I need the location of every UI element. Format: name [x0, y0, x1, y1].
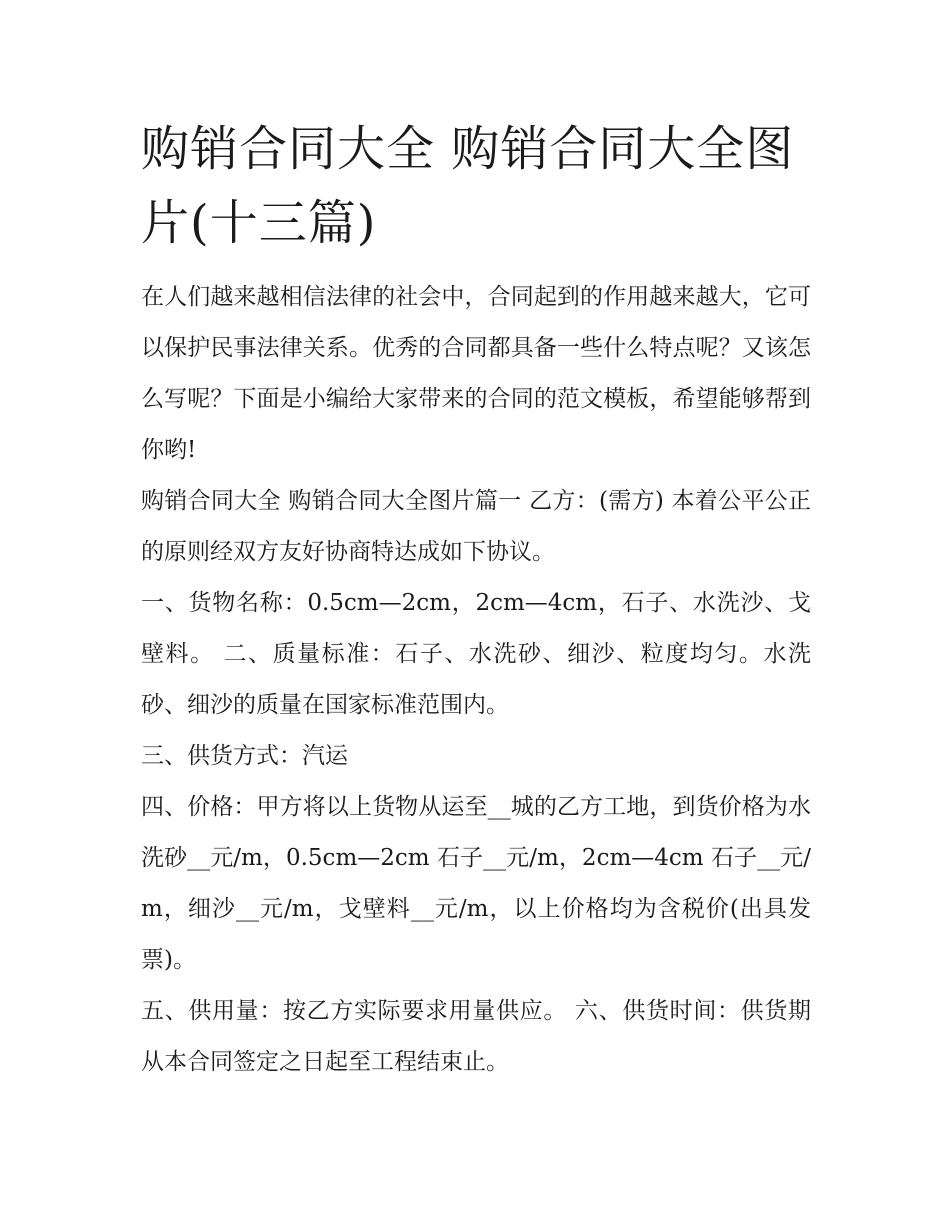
paragraph-intro: 在人们越来越相信法律的社会中，合同起到的作用越来越大，它可以保护民事法律关系。优秀的合同都具备一些什么特点呢？又该怎么写呢？下面是小编给大家带来的合同的范文模板，希望能够帮到你哟!: [141, 284, 811, 463]
paragraph-goods-quality: 一、货物名称：0.5cm—2cm，2cm—4cm，石子、水洗沙、戈壁料。 二、质量标准：石子、水洗砂、细沙、粒度均匀。水洗砂、细沙的质量在国家标准范围内。: [141, 590, 811, 718]
paragraph-price: 四、价格：甲方将以上货物从运至__城的乙方工地，到货价格为水洗砂__元/m，0.5cm—2cm 石子__元/m，2cm—4cm 石子__元/m，细沙__元/m，戈壁料__元/m，以上价格均为含税价(出具发票)。: [141, 794, 811, 973]
document-page: [141, 112, 811, 1088]
paragraph-quantity-time: 五、供用量：按乙方实际要求用量供应。 六、供货时间：供货期从本合同签定之日起至工程结束止。: [141, 998, 811, 1075]
paragraph-supply-method: 三、供货方式：汽运: [141, 743, 348, 769]
paragraph-contract-opening: 购销合同大全 购销合同大全图片篇一 乙方：(需方) 本着公平公正的原则经双方友好协商特达成如下协议。: [141, 488, 811, 565]
document-title: 购销合同大全 购销合同大全图片(十三篇): [141, 121, 795, 251]
